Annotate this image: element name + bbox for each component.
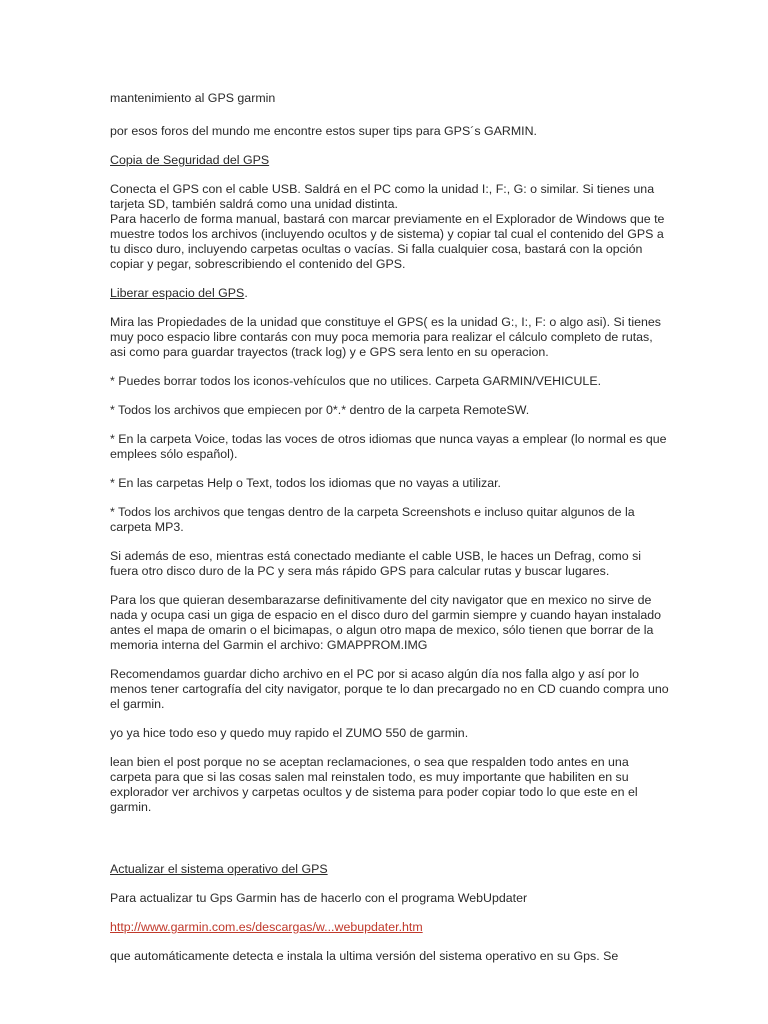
section-heading-backup: Copia de Seguridad del GPS [110,153,270,167]
zumo-paragraph: yo ya hice todo eso y quedo muy rapido el ZUMO 550 de garmin. [110,726,469,740]
free-space-paragraph: Mira las Propiedades de la unidad que constituye el GPS( es la unidad G:, I:, F: o algo asi). Si tienes muy poco espacio libre contarás con muy poca memoria para realizar el cálculo completo de rutas, asi como para guardar trayectos (track log) y e GPS sera lento en su operacion. [110,315,661,359]
bullet-screenshots: * Todos los archivos que tengas dentro de la carpeta Screenshots e incluso quitar algunos de la carpeta MP3. [110,505,635,534]
bullet-icons: * Puedes borrar todos los iconos-vehículos que no utilices. Carpeta GARMIN/VEHICULE. [110,374,602,388]
bullet-help-text: * En las carpetas Help o Text, todos los idiomas que no vayas a utilizar. [110,476,501,490]
backup-paragraph-1: Conecta el GPS con el cable USB. Saldrá en el PC como la unidad I:, F:, G: o similar. Si tienes una tarjeta SD, también saldrá como una unidad distinta. [110,182,655,211]
city-navigator-paragraph: Para los que quieran desembarazarse definitivamente del city navigator que en mexico no sirve de nada y ocupa casi un giga de espacio en el disco duro del garmin siempre y cuando hayan instalado antes el mapa de omarin o el bicimapas, o algun otro mapa de mexico, sólo tienen que borrar de la memoria interna del Garmin el archivo: GMAPPROM.IMG [110,593,662,652]
bullet-remotesw: * Todos los archivos que empiecen por 0*.* dentro de la carpeta RemoteSW. [110,403,530,417]
defrag-paragraph: Si además de eso, mientras está conectado mediante el cable USB, le haces un Defrag, como si fuera otro disco duro de la PC y sera más rápido GPS para calcular rutas y buscar lugares. [110,549,642,578]
section-heading-update: Actualizar el sistema operativo del GPS [110,862,328,876]
document-title: mantenimiento al GPS garmin [110,91,276,105]
section-heading-free-space: Liberar espacio del GPS [110,286,245,300]
document-body [110,91,670,964]
heading-period: . [244,286,248,300]
update-paragraph-2: que automáticamente detecta e instala la ultima versión del sistema operativo en su Gps. Se [110,949,619,963]
recommend-paragraph: Recomendamos guardar dicho archivo en el PC por si acaso algún día nos falla algo y así por lo menos tener cartografía del city navigator, porque te lo dan precargado no en CD cuando compra uno el garmin. [110,667,669,711]
webupdater-link[interactable]: http://www.garmin.com.es/descargas/w...webupdater.htm [110,920,423,934]
backup-paragraph-2: Para hacerlo de forma manual, bastará con marcar previamente en el Explorador de Windows que te muestre todos los archivos (incluyendo ocultos y de sistema) y copiar tal cual el contenido del GPS a tu disco duro, incluyendo carpetas ocultas o vacías. Si falla cualquier cosa, bastará con la opción copiar y pegar, sobrescribiendo el contenido del GPS. [110,212,665,271]
webupdater-link-line [110,920,670,935]
warning-paragraph: lean bien el post porque no se aceptan reclamaciones, o sea que respalden todo antes en una carpeta para que si las cosas salen mal reinstalen todo, es muy importante que habiliten en su explorador ver archivos y carpetas ocultos y de sistema para poder copiar todo lo que este en el garmin. [110,755,638,814]
section-heading-free-space-line [110,286,670,301]
intro-paragraph: por esos foros del mundo me encontre estos super tips para GPS´s GARMIN. [110,124,537,138]
update-paragraph-1: Para actualizar tu Gps Garmin has de hacerlo con el programa WebUpdater [110,891,528,905]
bullet-voice: * En la carpeta Voice, todas las voces de otros idiomas que nunca vayas a emplear (lo normal es que emplees sólo español). [110,432,667,461]
